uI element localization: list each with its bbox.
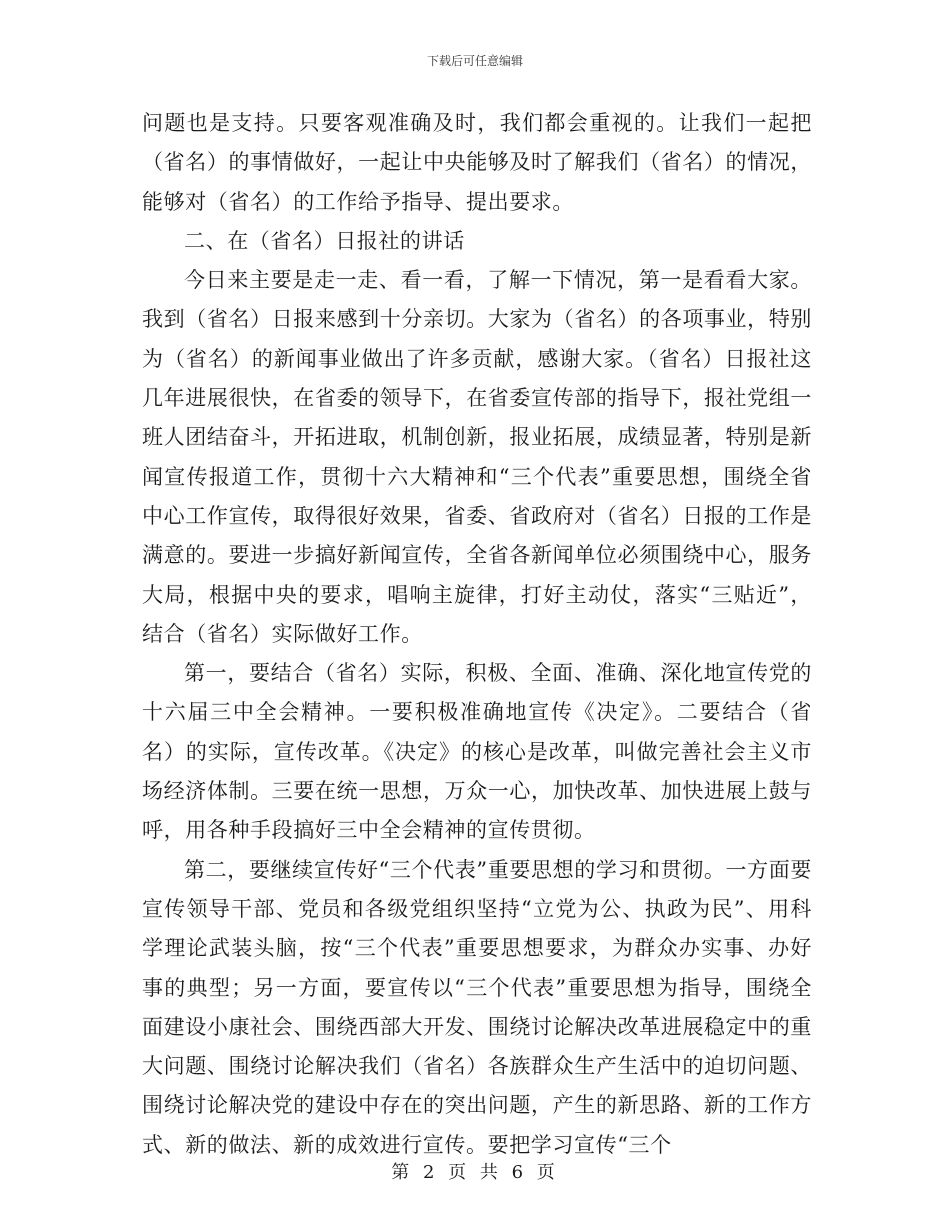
section-heading: 二、在（省名）日报社的讲话	[184, 228, 465, 253]
page-number: 第 2 页 共 6 页	[391, 1162, 559, 1183]
paragraph: 第二，要继续宣传好“三个代表”重要思想的学习和贯彻。一方面要宣传领导干部、党员和各级党组织坚持“立党为公、执政为民”、用科学理论武装头脑，按“三个代表”重要思想要求，为群众办实事、办好事的典型；另一方面，要宣传以“三个代表”重要思想为指导，围绕全面建设小康社会、围绕西部大开发、围绕讨论解决改革进展稳定中的重大问题、围绕讨论解决我们（省名）各族群众生产生活中的迫切问题、围绕讨论解决党的建设中存在的突出问题，产生的新思路、新的工作方式、新的做法、新的成效进行宣传。要把学习宣传“三个	[142, 857, 812, 1157]
document-body	[142, 104, 812, 1165]
page-header	[0, 52, 950, 69]
paragraph: 今日来主要是走一走、看一看，了解一下情况，第一是看看大家。我到（省名）日报来感到十分亲切。大家为（省名）的各项事业，特别为（省名）的新闻事业做出了许多贡献，感谢大家。（省名）日报社这几年进展很快，在省委的领导下，在省委宣传部的指导下，报社党组一班人团结奋斗，开拓进取，机制创新，报业拓展，成绩显著，特别是新闻宣传报道工作，贯彻十六大精神和“三个代表”重要思想，围绕全省中心工作宣传，取得很好效果，省委、省政府对（省名）日报的工作是满意的。要进一步搞好新闻宣传，全省各新闻单位必须围绕中心，服务大局，根据中央的要求，唱响主旋律，打好主动仗，落实“三贴近”，结合（省名）实际做好工作。	[142, 268, 812, 646]
header-note: 下载后可任意编辑	[426, 54, 523, 68]
paragraph: 第一，要结合（省名）实际，积极、全面、准确、深化地宣传党的十六届三中全会精神。一要积极准确地宣传《决定》。二要结合（省名）的实际，宣传改革。《决定》的核心是改革，叫做完善社会主义市场经济体制。三要在统一思想，万众一心，加快改革、加快进展上鼓与呼，用各种手段搞好三中全会精神的宣传贯彻。	[142, 661, 812, 843]
paragraph-continuation: 问题也是支持。只要客观准确及时，我们都会重视的。让我们一起把（省名）的事情做好，一起让中央能够及时了解我们（省名）的情况，能够对（省名）的工作给予指导、提出要求。	[142, 111, 812, 214]
page-footer	[0, 1158, 950, 1184]
